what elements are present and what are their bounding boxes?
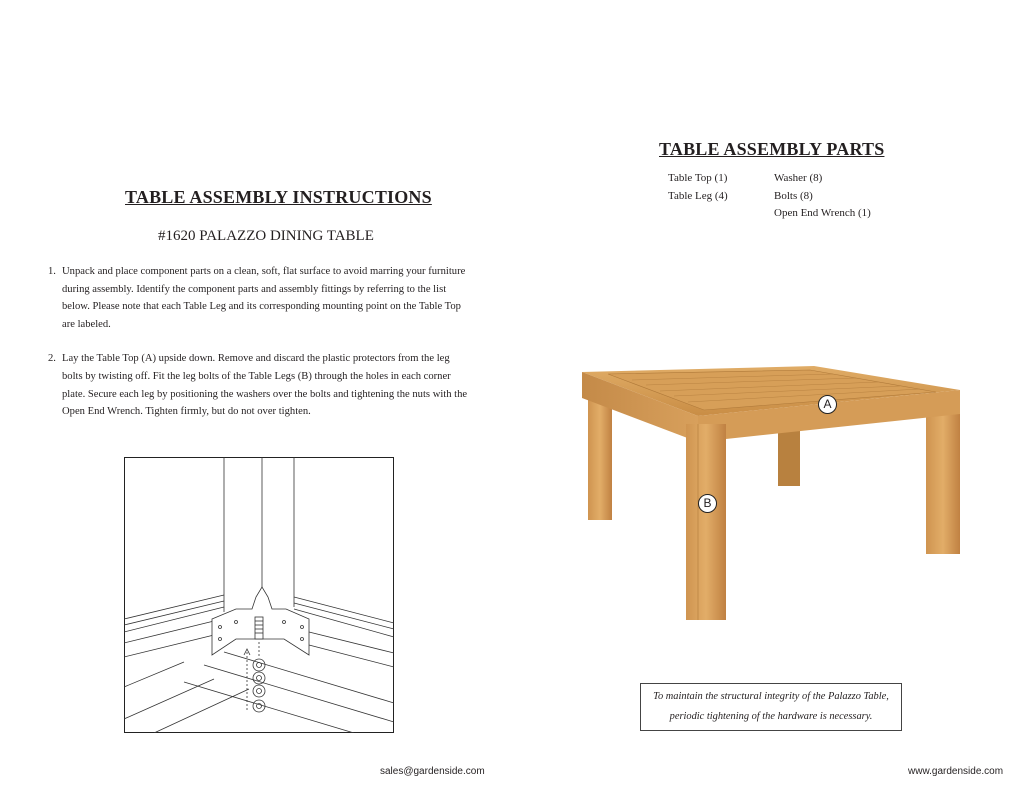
- step-text: Lay the Table Top (A) upside down. Remove and discard the plastic protectors from the leg bolts by twisting off. Fit the leg bolts of the Table Legs (B) through the holes in each corner plate. Secure each leg by positioning the washers over the bolts and tightening the nuts with the Open End Wrench. Tighten firmly, but do not over tighten.: [62, 353, 468, 418]
- parts-list-col1: [668, 170, 728, 205]
- parts-title: TABLE ASSEMBLY PARTS: [659, 139, 885, 159]
- instruction-steps: [48, 263, 468, 438]
- step-2: [48, 350, 468, 420]
- footer-website: www.gardenside.com: [908, 766, 1004, 777]
- part-item: Bolts (8): [774, 189, 813, 202]
- label-b-callout: B: [698, 494, 717, 513]
- part-item: Open End Wrench (1): [774, 207, 871, 219]
- table-photo: [580, 358, 964, 623]
- instructions-title: TABLE ASSEMBLY INSTRUCTIONS: [125, 187, 432, 207]
- label-a-callout: A: [818, 395, 837, 414]
- product-subtitle: #1620 PALAZZO DINING TABLE: [158, 228, 374, 244]
- part-item: Washer (8): [774, 172, 823, 184]
- step-1: [48, 263, 468, 333]
- assembly-diagram: [124, 457, 394, 733]
- note-line: periodic tightening of the hardware is necessary.: [669, 711, 873, 722]
- step-number: 2.: [48, 353, 56, 365]
- note-line: To maintain the structural integrity of the Palazzo Table,: [653, 691, 889, 702]
- part-item: Table Top (1): [668, 172, 728, 184]
- maintenance-note: [640, 683, 902, 731]
- step-text: Unpack and place component parts on a clean, soft, flat surface to avoid marring your furniture during assembly. Identify the component parts and assembly fittings by referring to the list below. Please note that each Table Leg and its corresponding mounting point on the Table Top are labeled.: [62, 266, 466, 330]
- footer-email: sales@gardenside.com: [380, 766, 485, 777]
- step-number: 1.: [48, 266, 56, 277]
- parts-list-col2: [774, 170, 871, 223]
- part-item: Table Leg (4): [668, 189, 728, 202]
